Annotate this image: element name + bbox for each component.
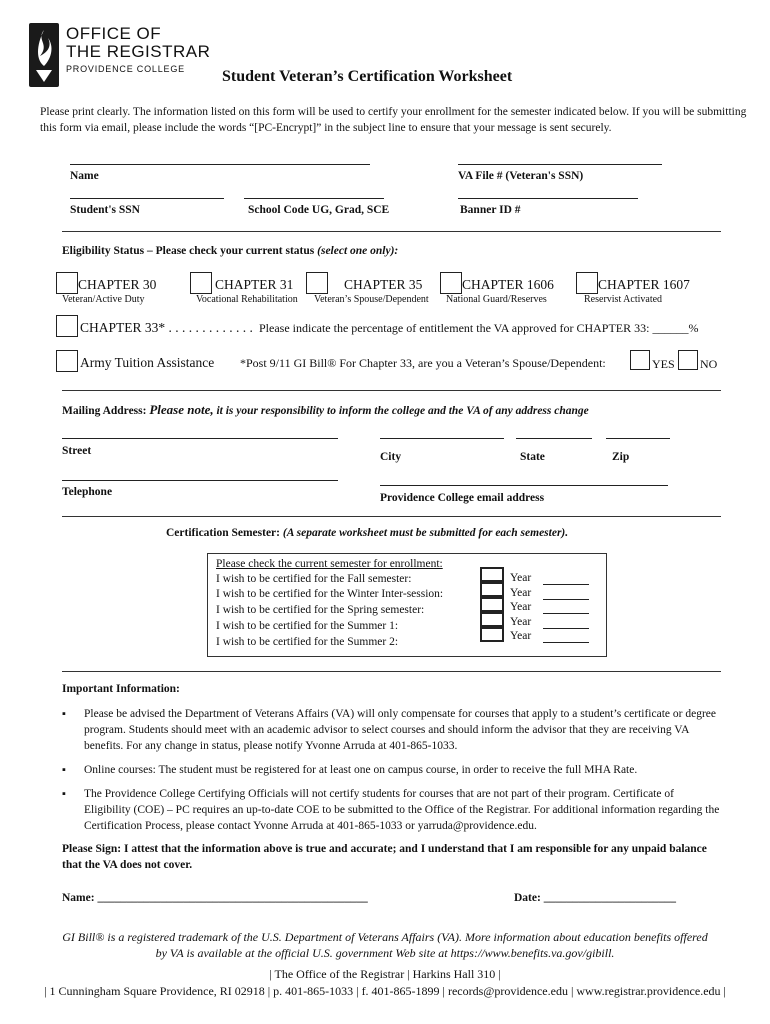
chapter-35-label: CHAPTER 35 — [344, 277, 423, 292]
footer-office: | The Office of the Registrar | Harkins Hall 310 | — [269, 967, 501, 981]
army-tuition-checkbox[interactable] — [56, 350, 78, 372]
winter-checkbox[interactable] — [480, 582, 504, 597]
chapter-30-sub: Veteran/Active Duty — [62, 294, 145, 305]
chapter-1607-sub: Reservist Activated — [584, 294, 663, 305]
chapter-31-sub: Vocational Rehabilitation — [196, 294, 298, 305]
semester-option-winter: I wish to be certified for the Winter Inter-session: — [216, 588, 444, 600]
year-label: Year — [510, 616, 532, 628]
telephone-line[interactable] — [62, 480, 338, 481]
semester-option-summer1: I wish to be certified for the Summer 1: — [216, 620, 399, 632]
list-item: ▪ Online courses: The student must be registered for at least one on campus course, in order to receive the full MHA Rate. — [62, 762, 722, 778]
divider — [62, 390, 721, 391]
chapter-30-checkbox[interactable] — [56, 272, 78, 294]
school-code-line[interactable] — [244, 198, 384, 199]
chapter-1607-label: CHAPTER 1607 — [598, 277, 690, 292]
year-line[interactable] — [543, 628, 589, 629]
chapter-1606-checkbox[interactable] — [440, 272, 462, 294]
name-line[interactable] — [70, 164, 370, 165]
school-code-label: School Code UG, Grad, SCE — [248, 204, 390, 216]
divider — [62, 671, 721, 672]
fall-checkbox[interactable] — [480, 567, 504, 582]
important-list — [62, 706, 722, 834]
page-title: Student Veteran’s Certification Worksheet — [222, 68, 513, 85]
state-line[interactable] — [516, 438, 592, 439]
year-label: Year — [510, 587, 532, 599]
sign-date-field[interactable]: Date: _______________________ — [514, 892, 676, 904]
year-line[interactable] — [543, 599, 589, 600]
year-line[interactable] — [543, 613, 589, 614]
street-line[interactable] — [62, 438, 338, 439]
important-heading: Important Information: — [62, 683, 180, 695]
banner-id-line[interactable] — [458, 198, 638, 199]
chapter-31-checkbox[interactable] — [190, 272, 212, 294]
registrar-logo — [28, 22, 211, 92]
name-label: Name — [70, 170, 99, 182]
chapter-1606-label: CHAPTER 1606 — [462, 277, 554, 292]
semester-heading: Certification Semester: (A separate worksheet must be submitted for each semester). — [166, 527, 569, 539]
army-tuition-label: Army Tuition Assistance — [80, 355, 215, 370]
email-label: Providence College email address — [380, 492, 545, 504]
semester-option-fall: I wish to be certified for the Fall semester: — [216, 573, 412, 585]
semester-check-heading: Please check the current semester for enrollment: — [216, 558, 443, 570]
va-file-label: VA File # (Veteran's SSN) — [458, 170, 584, 182]
email-line[interactable] — [380, 485, 668, 486]
footer-address: | 1 Cunningham Square Providence, RI 02918 | p. 401-865-1033 | f. 401-865-1899 | records@providence.edu | www.registrar.providence.edu | — [44, 984, 726, 998]
chapter-1606-sub: National Guard/Reserves — [446, 294, 547, 305]
zip-line[interactable] — [606, 438, 670, 439]
chapter-35-checkbox[interactable] — [306, 272, 328, 294]
eligibility-heading: Eligibility Status – Please check your current status (select one only): — [62, 245, 399, 257]
zip-label: Zip — [612, 451, 630, 463]
chapter-33-percentage-text: Please indicate the percentage of entitlement the VA approved for CHAPTER 33: ______% — [259, 321, 699, 335]
trademark-note: GI Bill® is a registered trademark of the U.S. Department of Veterans Affairs (VA). More information about education benefits offered by VA is available at the official U.S. government Web site at https://www.benefits.va.gov/gibill. — [62, 930, 708, 960]
logo-line2: THE REGISTRAR — [66, 42, 211, 61]
year-label: Year — [510, 601, 532, 613]
year-label: Year — [510, 630, 532, 642]
divider — [62, 231, 721, 232]
city-line[interactable] — [380, 438, 504, 439]
chapter-31-label: CHAPTER 31 — [215, 277, 294, 292]
no-checkbox[interactable] — [678, 350, 698, 370]
year-line[interactable] — [543, 584, 589, 585]
semester-option-summer2: I wish to be certified for the Summer 2: — [216, 636, 399, 648]
student-ssn-line[interactable] — [70, 198, 224, 199]
intro-text: Please print clearly. The information listed on this form will be used to certify your enrollment for the semester indicated below. If you will be submitting this form via email, please include the words “[PC-Encrypt]” in the subject line to ensure that your message is sent securely. — [40, 106, 747, 134]
chapter-30-label: CHAPTER 30 — [78, 277, 157, 292]
chapter-1607-checkbox[interactable] — [576, 272, 598, 294]
logo-line1: OFFICE OF — [66, 24, 162, 43]
list-item: ▪ The Providence College Certifying Officials will not certify students for courses that are not part of their program. Certificate of Eligibility (COE) – PC requires an up-to-date COE to be submitted to the Office of the Registrar. For additional information regarding the Certification Process, please contact Yvonne Arruda at 401-865-1033 or yarruda@providence.edu. — [62, 786, 722, 834]
state-label: State — [520, 451, 545, 463]
summer1-checkbox[interactable] — [480, 612, 504, 627]
flame-shield-icon — [28, 22, 60, 88]
sign-name-field[interactable]: Name: _______________________________________________ — [62, 892, 368, 904]
city-label: City — [380, 451, 402, 463]
sign-statement: Please Sign: I attest that the information above is true and accurate; and I understand that I am responsible for any unpaid balance that the VA does not cover. — [62, 843, 707, 871]
semester-option-spring: I wish to be certified for the Spring semester: — [216, 604, 425, 616]
chapter-33-label: CHAPTER 33* . . . . . . . . . . . . . — [80, 320, 253, 335]
yes-label: YES — [652, 357, 675, 371]
telephone-label: Telephone — [62, 486, 113, 498]
year-label: Year — [510, 572, 532, 584]
divider — [62, 516, 721, 517]
banner-id-label: Banner ID # — [460, 204, 521, 216]
mailing-heading: Mailing Address: Please note, it is your responsibility to inform the college and the VA of any address change — [62, 402, 589, 417]
no-label: NO — [700, 357, 718, 371]
student-ssn-label: Student's SSN — [70, 204, 140, 216]
chapter-33-checkbox[interactable] — [56, 315, 78, 337]
logo-line3: PROVIDENCE COLLEGE — [66, 64, 185, 74]
summer2-checkbox[interactable] — [480, 627, 504, 642]
chapter-35-sub: Veteran’s Spouse/Dependent — [314, 294, 429, 305]
va-file-line[interactable] — [458, 164, 662, 165]
list-item: ▪ Please be advised the Department of Veterans Affairs (VA) will only compensate for courses that apply to a student’s certificate or degree program. Students should meet with an academic advisor to select courses and should inform the advisor that they are receiving VA benefits. For any change in status, please notify Yvonne Arruda at 401-865-1033. — [62, 706, 722, 754]
street-label: Street — [62, 445, 92, 457]
yes-checkbox[interactable] — [630, 350, 650, 370]
spring-checkbox[interactable] — [480, 597, 504, 612]
year-line[interactable] — [543, 642, 589, 643]
post911-question: *Post 9/11 GI Bill® For Chapter 33, are you a Veteran’s Spouse/Dependent: — [240, 356, 606, 370]
